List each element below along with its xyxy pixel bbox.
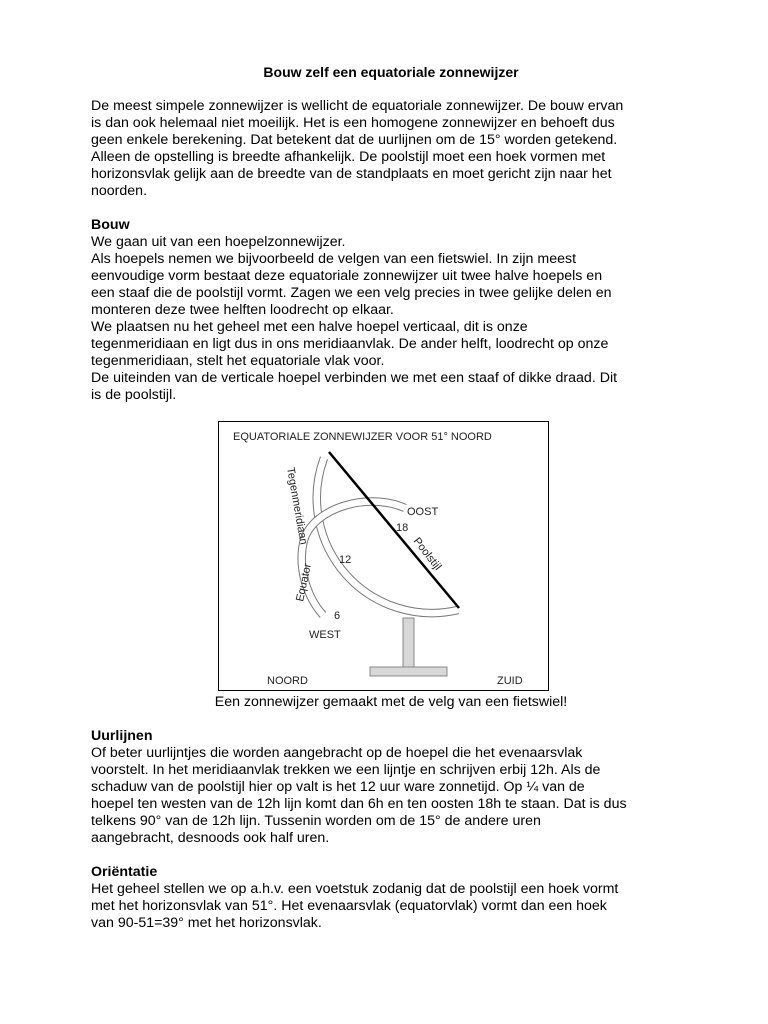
bouw-line: is de poolstijl. [91,387,177,403]
bouw-line: De uiteinden van de verticale hoepel verbinden we met een staaf of dikke draad. Dit [91,370,618,386]
oost-label: OOST [407,506,439,518]
uurlijnen-paragraph [91,745,691,847]
bouw-line: monteren deze twee helften loodrecht op elkaar. [91,302,394,318]
intro-line: noorden. [91,183,148,199]
pedestal-base [370,667,447,676]
sundial-figure [218,421,549,691]
uurlijnen-line: Of beter uurlijntjes die worden aangebracht op de hoepel die het evenaarsvlak [91,745,583,761]
west-label: WEST [309,629,341,641]
orientatie-heading: Oriëntatie [91,864,158,880]
uurlijnen-line: hoepel ten westen van de 12h lijn komt dan 6h en ten oosten 18h te staan. Dat is dus [91,796,627,812]
intro-line: horizonsvlak gelijk aan de breedte van de standplaats en moet gericht zijn naar het [91,166,612,182]
intro-line: geen enkele berekening. Dat betekent dat de uurlijnen om de 15° worden getekend. [91,132,618,148]
figure-caption: Een zonnewijzer gemaakt met de velg van een fietswiel! [214,694,568,710]
zuid-label: ZUID [497,675,523,687]
orientatie-line: Het geheel stellen we op a.h.v. een voetstuk zodanig dat de poolstijl een hoek vormt [91,881,619,897]
bouw-line: een staaf die de poolstijl vormt. Zagen we een velg precies in twee gelijke delen en [91,285,612,301]
figure-title: EQUATORIALE ZONNEWIJZER VOOR 51° NOORD [233,431,492,443]
poolstijl-rod [329,452,459,608]
bouw-heading: Bouw [91,217,130,233]
tegenmeridiaan-label: Tegenmeridiaan [284,466,310,546]
uurlijnen-line: voorstelt. In het meridiaanvlak trekken we een lijntje en schrijven erbij 12h. Als de [91,762,601,778]
hour-12-label: 12 [339,554,352,566]
document-page [91,64,691,404]
hour-6-label: 6 [334,610,341,622]
lower-sections [91,728,691,932]
intro-line: De meest simpele zonnewijzer is wellicht de equatoriale zonnewijzer. De bouw ervan [91,98,624,114]
bouw-line: tegenmeridiaan, stelt het equatoriale vlak voor. [91,353,385,369]
noord-label: NOORD [267,675,308,687]
tegenmeridiaan-ring-inner [317,458,458,613]
uurlijnen-line: aangebracht, desnoods ook half uren. [91,830,330,846]
pedestal-post [403,618,414,668]
hour-18-label: 18 [396,522,409,534]
tegenmeridiaan-ring-outer [317,458,458,613]
uurlijnen-line: schaduw van de poolstijl hier op valt is het 12 uur ware zonnetijd. Op ¼ van de [91,779,585,795]
orientatie-paragraph [91,881,691,932]
uurlijnen-line: telkens 90° van de 12h lijn. Tussenin worden om de 15° de andere uren [91,813,541,829]
intro-line: is dan ook helemaal niet moeilijk. Het is een homogene zonnewijzer en behoeft dus [91,115,615,131]
bouw-paragraph [91,234,691,404]
orientatie-line: van 90-51=39° met het horizonsvlak. [91,915,322,931]
bouw-line: We gaan uit van een hoepelzonnewijzer. [91,234,346,250]
equator-ring-inner [302,502,405,615]
uurlijnen-heading: Uurlijnen [91,728,153,744]
document-title: Bouw zelf een equatoriale zonnewijzer [263,64,519,80]
intro-paragraph [91,98,691,200]
intro-line: Alleen de opstelling is breedte afhankelijk. De poolstijl moet een hoek vormen met [91,149,606,165]
bouw-line: Als hoepels nemen we bijvoorbeeld de velgen van een fietswiel. In zijn meest [91,251,577,267]
bouw-line: tegenmeridiaan en ligt dus in ons meridiaanvlak. De ander helft, loodrecht op onze [91,336,609,352]
poolstijl-label: Poolstijl [410,535,444,573]
orientatie-line: met het horizonsvlak van 51°. Het evenaarsvlak (equatorvlak) vormt dan een hoek [91,898,607,914]
sundial-diagram [219,422,550,692]
bouw-line: eenvoudige vorm bestaat deze equatoriale zonnewijzer uit twee halve hoepels en [91,268,603,284]
equator-label: Equator [294,562,314,603]
bouw-line: We plaatsen nu het geheel met een halve hoepel verticaal, dit is onze [91,319,528,335]
